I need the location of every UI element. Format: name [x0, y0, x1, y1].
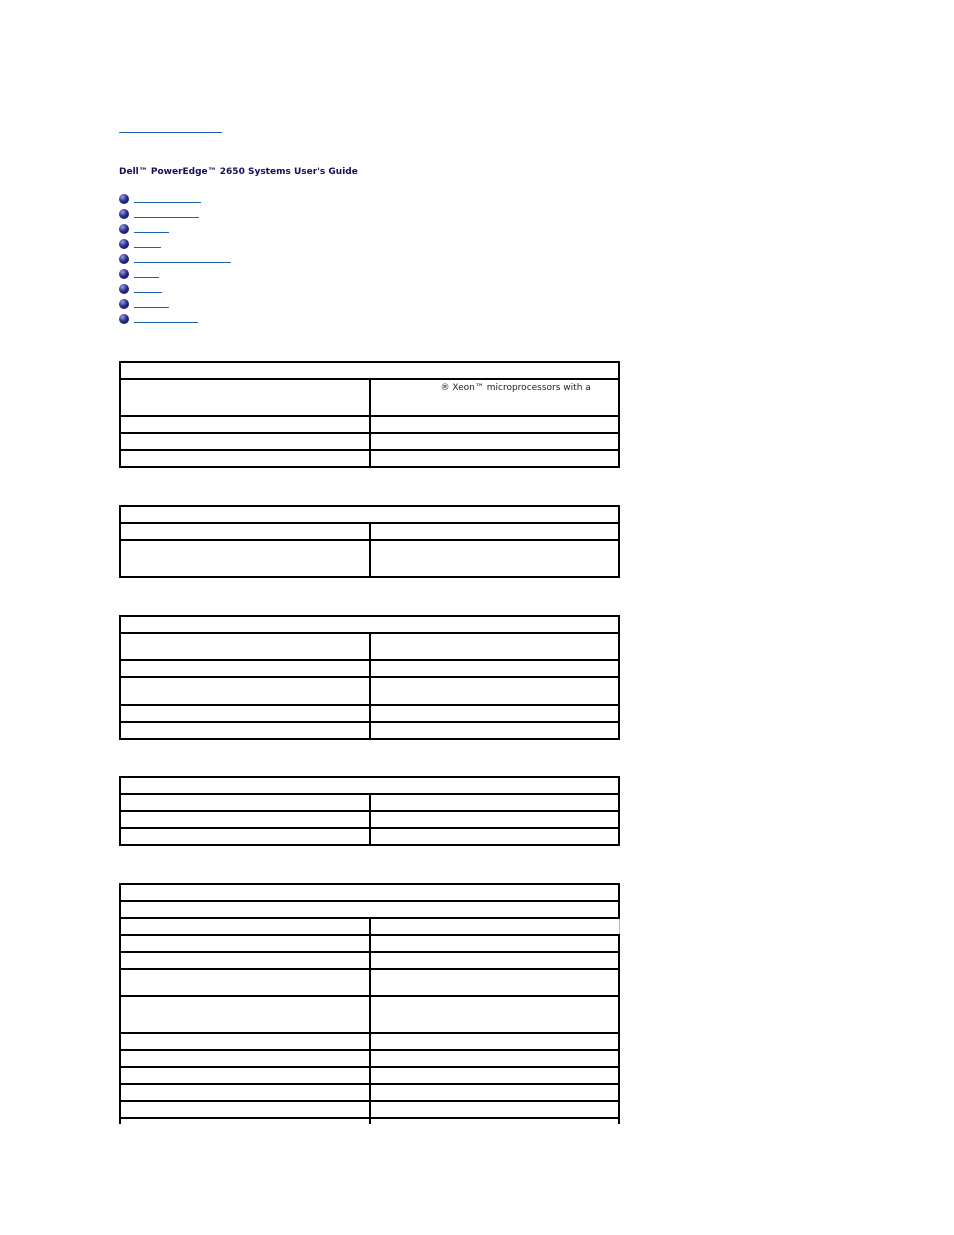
table-row	[120, 633, 619, 660]
spec-table-3	[119, 615, 620, 740]
bullet-icon	[119, 239, 129, 249]
table-header-cell	[120, 777, 619, 794]
toc-link[interactable]	[134, 292, 162, 293]
spec-label-cell	[120, 660, 370, 677]
table-row-partial	[120, 1118, 619, 1124]
toc-link[interactable]	[134, 217, 199, 218]
table-row	[120, 379, 619, 416]
spec-value-cell	[370, 523, 620, 540]
table-row	[120, 828, 619, 845]
table-header-row	[120, 777, 619, 794]
spec-value-cell	[370, 433, 620, 450]
table-header-cell	[120, 506, 619, 523]
table-subheader-row	[120, 901, 619, 918]
spec-label-cell	[120, 1033, 370, 1050]
table-row	[120, 918, 619, 935]
spec-label-cell	[120, 450, 370, 467]
table-row	[120, 1033, 619, 1050]
spec-value-cell	[370, 918, 620, 935]
toc-link[interactable]	[134, 307, 169, 308]
table-row	[120, 523, 619, 540]
table-row	[120, 1084, 619, 1101]
spec-label-cell	[120, 996, 370, 1033]
toc-link[interactable]	[134, 232, 169, 233]
toc-link[interactable]	[134, 322, 198, 323]
table-row	[120, 1067, 619, 1084]
table-row	[120, 705, 619, 722]
spec-label-cell	[120, 935, 370, 952]
toc-link[interactable]	[134, 262, 231, 263]
table-row	[120, 433, 619, 450]
spec-label-cell	[120, 1084, 370, 1101]
table-subheader-cell	[120, 901, 619, 918]
spec-label-cell	[120, 633, 370, 660]
spec-table-5	[119, 883, 620, 1124]
spec-value-cell	[370, 1118, 620, 1124]
bullet-icon	[119, 254, 129, 264]
spec-label-cell	[120, 433, 370, 450]
spec-value-cell	[370, 633, 620, 660]
spec-label-cell	[120, 828, 370, 845]
table-row	[120, 450, 619, 467]
table-header-row	[120, 884, 619, 901]
spec-value-cell	[370, 952, 620, 969]
table-row	[120, 969, 619, 996]
spec-value-cell	[370, 1033, 620, 1050]
table-row	[120, 952, 619, 969]
spec-label-cell	[120, 918, 370, 935]
bullet-icon	[119, 269, 129, 279]
spec-value-cell	[370, 811, 620, 828]
spec-table-4	[119, 776, 620, 846]
table-header-cell	[120, 362, 619, 379]
spec-label-cell	[120, 969, 370, 996]
bullet-icon	[119, 284, 129, 294]
table-row	[120, 1050, 619, 1067]
back-to-contents-link[interactable]	[119, 120, 222, 133]
spec-value-cell	[370, 677, 620, 705]
spec-value-cell	[370, 722, 620, 739]
spec-label-cell	[120, 1118, 370, 1124]
spec-value-cell	[370, 969, 620, 996]
table-header-row	[120, 362, 619, 379]
spec-table-2	[119, 505, 620, 578]
page-title: Dell™ PowerEdge™ 2650 Systems User's Guide	[119, 167, 358, 177]
spec-label-cell	[120, 952, 370, 969]
bullet-icon	[119, 194, 129, 204]
spec-value-cell	[370, 1050, 620, 1067]
bullet-icon	[119, 224, 129, 234]
table-row	[120, 416, 619, 433]
table-row	[120, 1101, 619, 1118]
spec-table-microprocessor	[119, 361, 620, 468]
table-row	[120, 935, 619, 952]
spec-value-cell	[370, 1067, 620, 1084]
xeon-note: Xeon™ microprocessors with a	[452, 383, 591, 393]
spec-label-cell	[120, 523, 370, 540]
spec-value-cell	[370, 379, 620, 416]
bullet-icon	[119, 299, 129, 309]
spec-value-cell	[370, 794, 620, 811]
spec-label-cell	[120, 1101, 370, 1118]
spec-value-cell	[370, 996, 620, 1033]
table-row	[120, 677, 619, 705]
spec-label-cell	[120, 1067, 370, 1084]
table-row	[120, 722, 619, 739]
table-header-cell	[120, 884, 619, 901]
spec-value-cell	[370, 705, 620, 722]
spec-value-cell	[370, 1101, 620, 1118]
spec-value-cell	[370, 828, 620, 845]
spec-value-cell	[370, 660, 620, 677]
spec-label-cell	[120, 379, 370, 416]
bullet-icon	[119, 314, 129, 324]
toc-link[interactable]	[134, 277, 159, 278]
spec-label-cell	[120, 1050, 370, 1067]
spec-label-cell	[120, 540, 370, 577]
table-row	[120, 660, 619, 677]
toc-link[interactable]	[134, 202, 201, 203]
spec-value-cell	[370, 540, 620, 577]
spec-label-cell	[120, 722, 370, 739]
table-header-row	[120, 506, 619, 523]
bullet-icon	[119, 209, 129, 219]
table-header-row	[120, 616, 619, 633]
spec-value-cell	[370, 416, 620, 433]
table-row	[120, 811, 619, 828]
spec-value-cell	[370, 1084, 620, 1101]
spec-label-cell	[120, 416, 370, 433]
spec-label-cell	[120, 811, 370, 828]
spec-label-cell	[120, 794, 370, 811]
table-header-cell	[120, 616, 619, 633]
table-row	[120, 794, 619, 811]
table-row	[120, 996, 619, 1033]
table-row	[120, 540, 619, 577]
spec-value-cell	[370, 935, 620, 952]
spec-value-cell	[370, 450, 620, 467]
spec-label-cell	[120, 677, 370, 705]
toc-link[interactable]	[134, 247, 161, 248]
registered-mark: ®	[440, 383, 450, 393]
spec-label-cell	[120, 705, 370, 722]
